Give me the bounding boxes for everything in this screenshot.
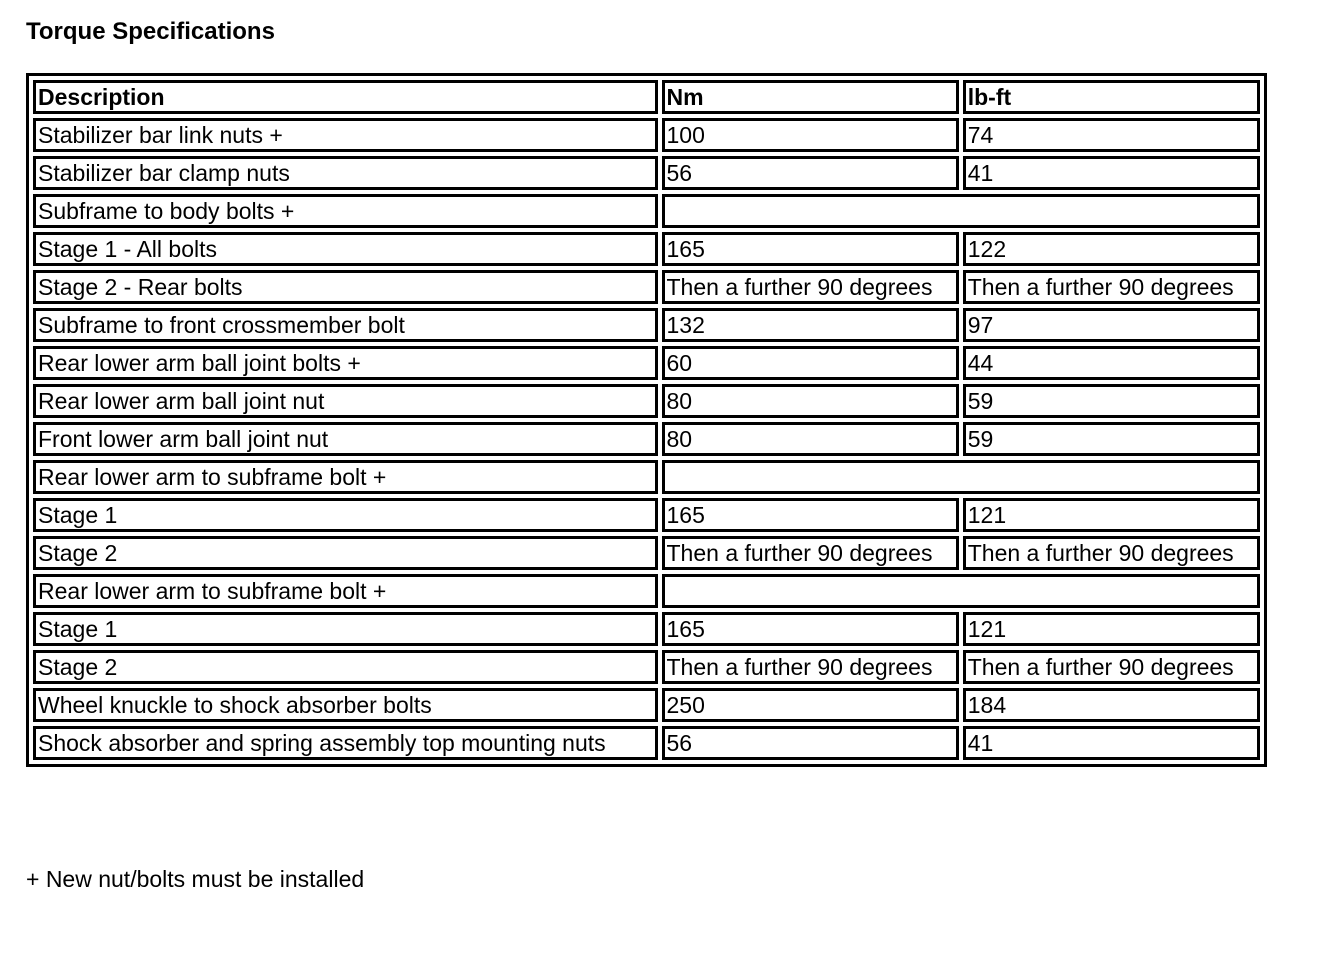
cell-description: Wheel knuckle to shock absorber bolts [33,688,658,722]
cell-nm: 165 [662,612,959,646]
cell-lbft: 59 [963,384,1260,418]
cell-lbft: 97 [963,308,1260,342]
table-row [33,498,1260,532]
cell-lbft: 59 [963,422,1260,456]
table-row [33,308,1260,342]
cell-lbft: Then a further 90 degrees [963,650,1260,684]
table-header-row [33,80,1260,114]
cell-description: Stage 2 [33,650,658,684]
cell-description: Stage 1 [33,498,658,532]
table-row [33,156,1260,190]
header-lbft: lb-ft [963,80,1260,114]
cell-lbft: 74 [963,118,1260,152]
table-row [33,384,1260,418]
table-row [33,726,1260,760]
table-row [33,688,1260,722]
cell-nm: Then a further 90 degrees [662,270,959,304]
cell-description: Rear lower arm to subframe bolt + [33,460,658,494]
cell-nm: 165 [662,232,959,266]
table-row [33,270,1260,304]
cell-description: Rear lower arm ball joint nut [33,384,658,418]
cell-lbft: 121 [963,498,1260,532]
table-row [33,232,1260,266]
cell-description: Stage 2 - Rear bolts [33,270,658,304]
cell-nm: 56 [662,156,959,190]
table-row [33,536,1260,570]
cell-description: Stabilizer bar link nuts + [33,118,658,152]
cell-lbft: 184 [963,688,1260,722]
cell-lbft: Then a further 90 degrees [963,536,1260,570]
cell-description: Subframe to front crossmember bolt [33,308,658,342]
cell-nm: 100 [662,118,959,152]
torque-spec-table [26,73,1267,767]
table-body [33,118,1260,760]
cell-nm: 132 [662,308,959,342]
cell-nm: 56 [662,726,959,760]
footnote: + New nut/bolts must be installed [26,866,365,892]
cell-empty-span [662,194,1261,228]
cell-description: Front lower arm ball joint nut [33,422,658,456]
cell-description: Stabilizer bar clamp nuts [33,156,658,190]
cell-nm: 165 [662,498,959,532]
cell-nm: Then a further 90 degrees [662,650,959,684]
table-row [33,574,1260,608]
table-row [33,460,1260,494]
cell-description: Rear lower arm to subframe bolt + [33,574,658,608]
cell-lbft: 41 [963,726,1260,760]
cell-description: Stage 1 - All bolts [33,232,658,266]
cell-description: Rear lower arm ball joint bolts + [33,346,658,380]
table-row [33,612,1260,646]
page-title: Torque Specifications [26,18,275,45]
table-row [33,422,1260,456]
cell-lbft: 44 [963,346,1260,380]
cell-lbft: 41 [963,156,1260,190]
table-row [33,118,1260,152]
cell-nm: 250 [662,688,959,722]
cell-description: Stage 1 [33,612,658,646]
table-row [33,346,1260,380]
cell-nm: 60 [662,346,959,380]
cell-empty-span [662,460,1261,494]
header-nm: Nm [662,80,959,114]
cell-description: Shock absorber and spring assembly top mounting nuts [33,726,658,760]
header-description: Description [33,80,658,114]
table-row [33,194,1260,228]
cell-lbft: 121 [963,612,1260,646]
cell-nm: 80 [662,384,959,418]
table-row [33,650,1260,684]
cell-nm: Then a further 90 degrees [662,536,959,570]
cell-description: Subframe to body bolts + [33,194,658,228]
cell-lbft: Then a further 90 degrees [963,270,1260,304]
cell-nm: 80 [662,422,959,456]
cell-empty-span [662,574,1261,608]
cell-lbft: 122 [963,232,1260,266]
cell-description: Stage 2 [33,536,658,570]
